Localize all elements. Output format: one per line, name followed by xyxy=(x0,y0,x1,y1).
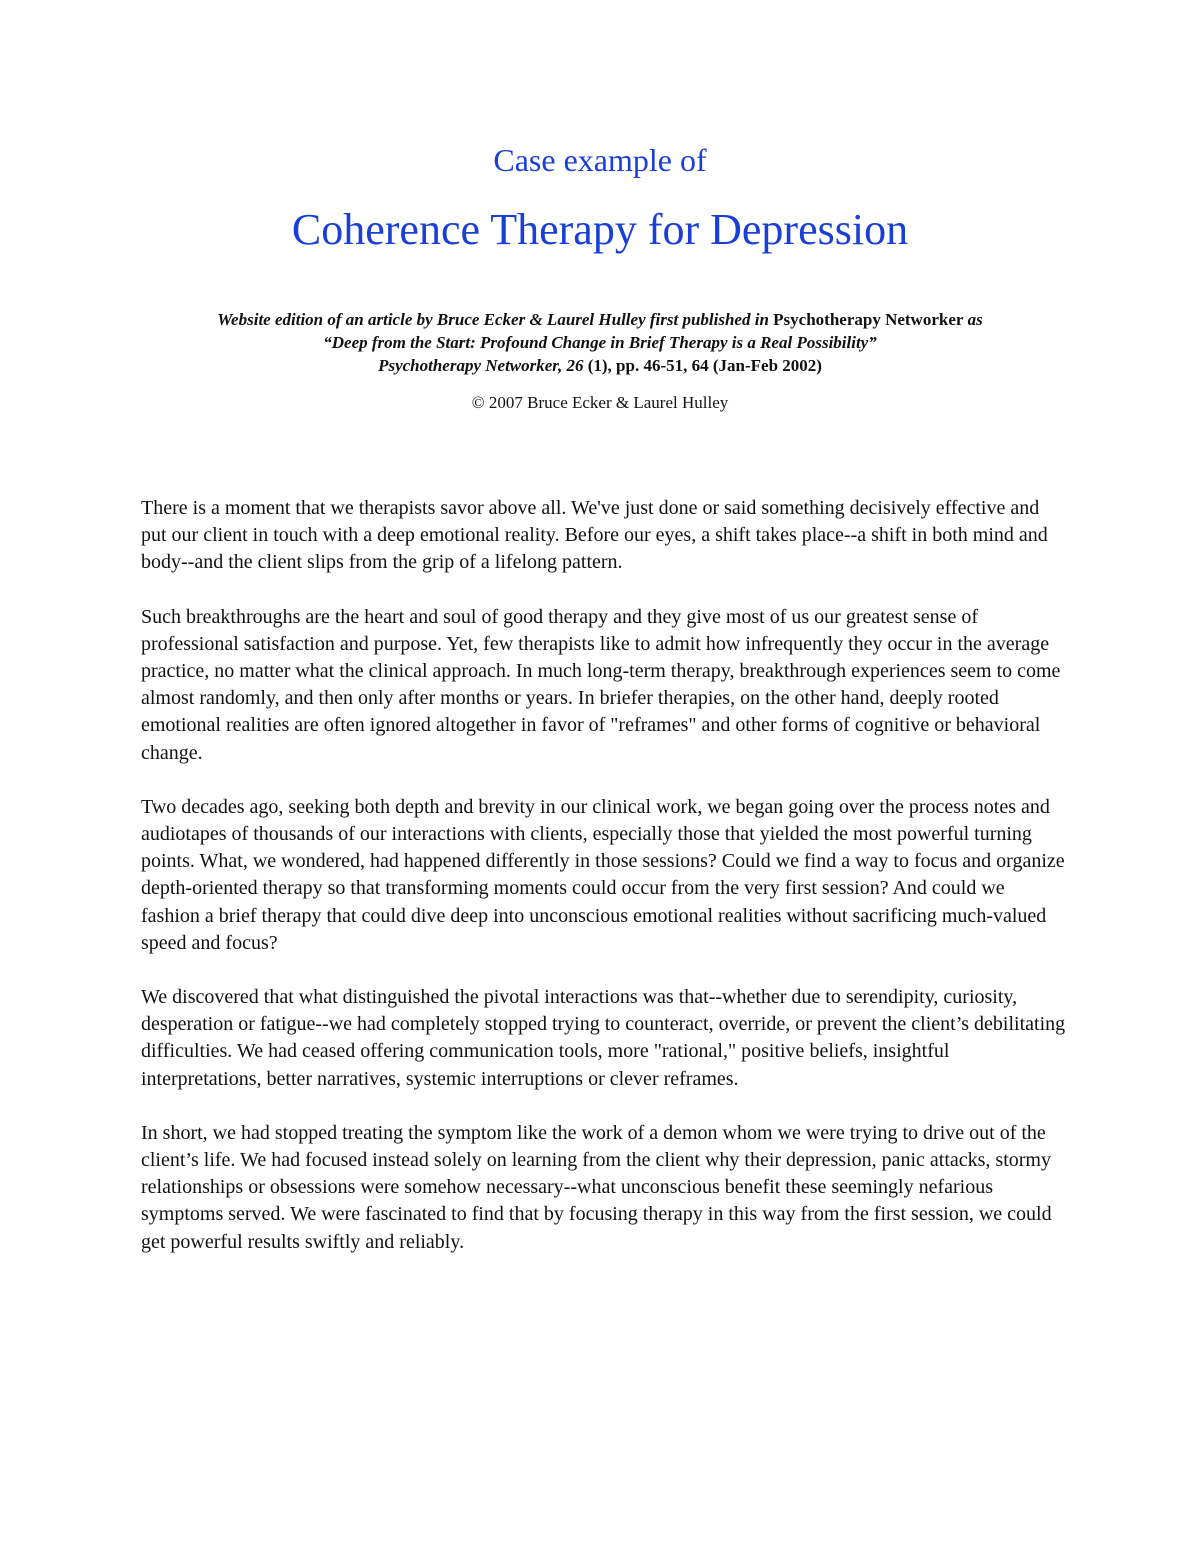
paragraph: Such breakthroughs are the heart and soul of good therapy and they give most of us our greatest sense of professional satisfaction and purpose. Yet, few therapists like to admit how infrequently they occur in the average practice, no matter what the clinical approach. In much long-term therapy, breakthrough experiences seem to come almost randomly, and then only after months or years. In briefer therapies, on the other hand, deeply rooted emotional realities are often ignored altogether in favor of "reframes" and other forms of cognitive or behavioral change. xyxy=(141,605,1061,764)
citation-as: as xyxy=(963,310,983,329)
paragraph: There is a moment that we therapists savor above all. We've just done or said something decisively effective and put our client in touch with a deep emotional reality. Before our eyes, a shift takes place--a shift in both mind and body--and the client slips from the grip of a lifelong pattern. xyxy=(141,497,1048,574)
citation-journal-volume: Psychotherapy Networker, 26 xyxy=(378,356,584,375)
page-title: Coherence Therapy for Depression xyxy=(291,205,909,254)
citation-issue-pages: (1), pp. 46-51, 64 (Jan-Feb 2002) xyxy=(583,356,822,375)
citation-line-3 xyxy=(60,354,1140,377)
pre-title: Case example of xyxy=(493,142,707,178)
copyright-notice: © 2007 Bruce Ecker & Laurel Hulley xyxy=(471,393,729,412)
citation-block xyxy=(60,308,1140,377)
citation-intro: Website edition of an article by Bruce Ecker & Laurel Hulley first published in xyxy=(217,310,774,329)
citation-line-2: “Deep from the Start: Profound Change in Brief Therapy is a Real Possibility” xyxy=(323,333,877,352)
paragraph: Two decades ago, seeking both depth and brevity in our clinical work, we began going over the process notes and audiotapes of thousands of our interactions with clients, especially those that yielded the most powerful turning points. What, we wondered, had happened differently in those sessions? Could we find a way to focus and organize depth-oriented therapy so that transforming moments could occur from the very first session? And could we fashion a brief therapy that could dive deep into unconscious emotional realities without sacrificing much-valued speed and focus? xyxy=(141,795,1065,954)
paragraph: We discovered that what distinguished the pivotal interactions was that--whether due to serendipity, curiosity, desperation or fatigue--we had completely stopped trying to counteract, override, or prevent the client’s debilitating difficulties. We had ceased offering communication tools, more "rational," positive beliefs, insightful interpretations, better narratives, systemic interruptions or clever reframes. xyxy=(141,986,1066,1090)
citation-line-1 xyxy=(60,308,1140,331)
article-body xyxy=(141,495,1066,1283)
paragraph: In short, we had stopped treating the symptom like the work of a demon whom we were trying to drive out of the client’s life. We had focused instead solely on learning from the client why their depression, panic attacks, stormy relationships or obsessions were somehow necessary--what unconscious benefit these seemingly nefarious symptoms served. We were fascinated to find that by focusing therapy in this way from the first session, we could get powerful results swiftly and reliably. xyxy=(141,1121,1052,1253)
citation-journal: Psychotherapy Networker xyxy=(773,310,964,329)
